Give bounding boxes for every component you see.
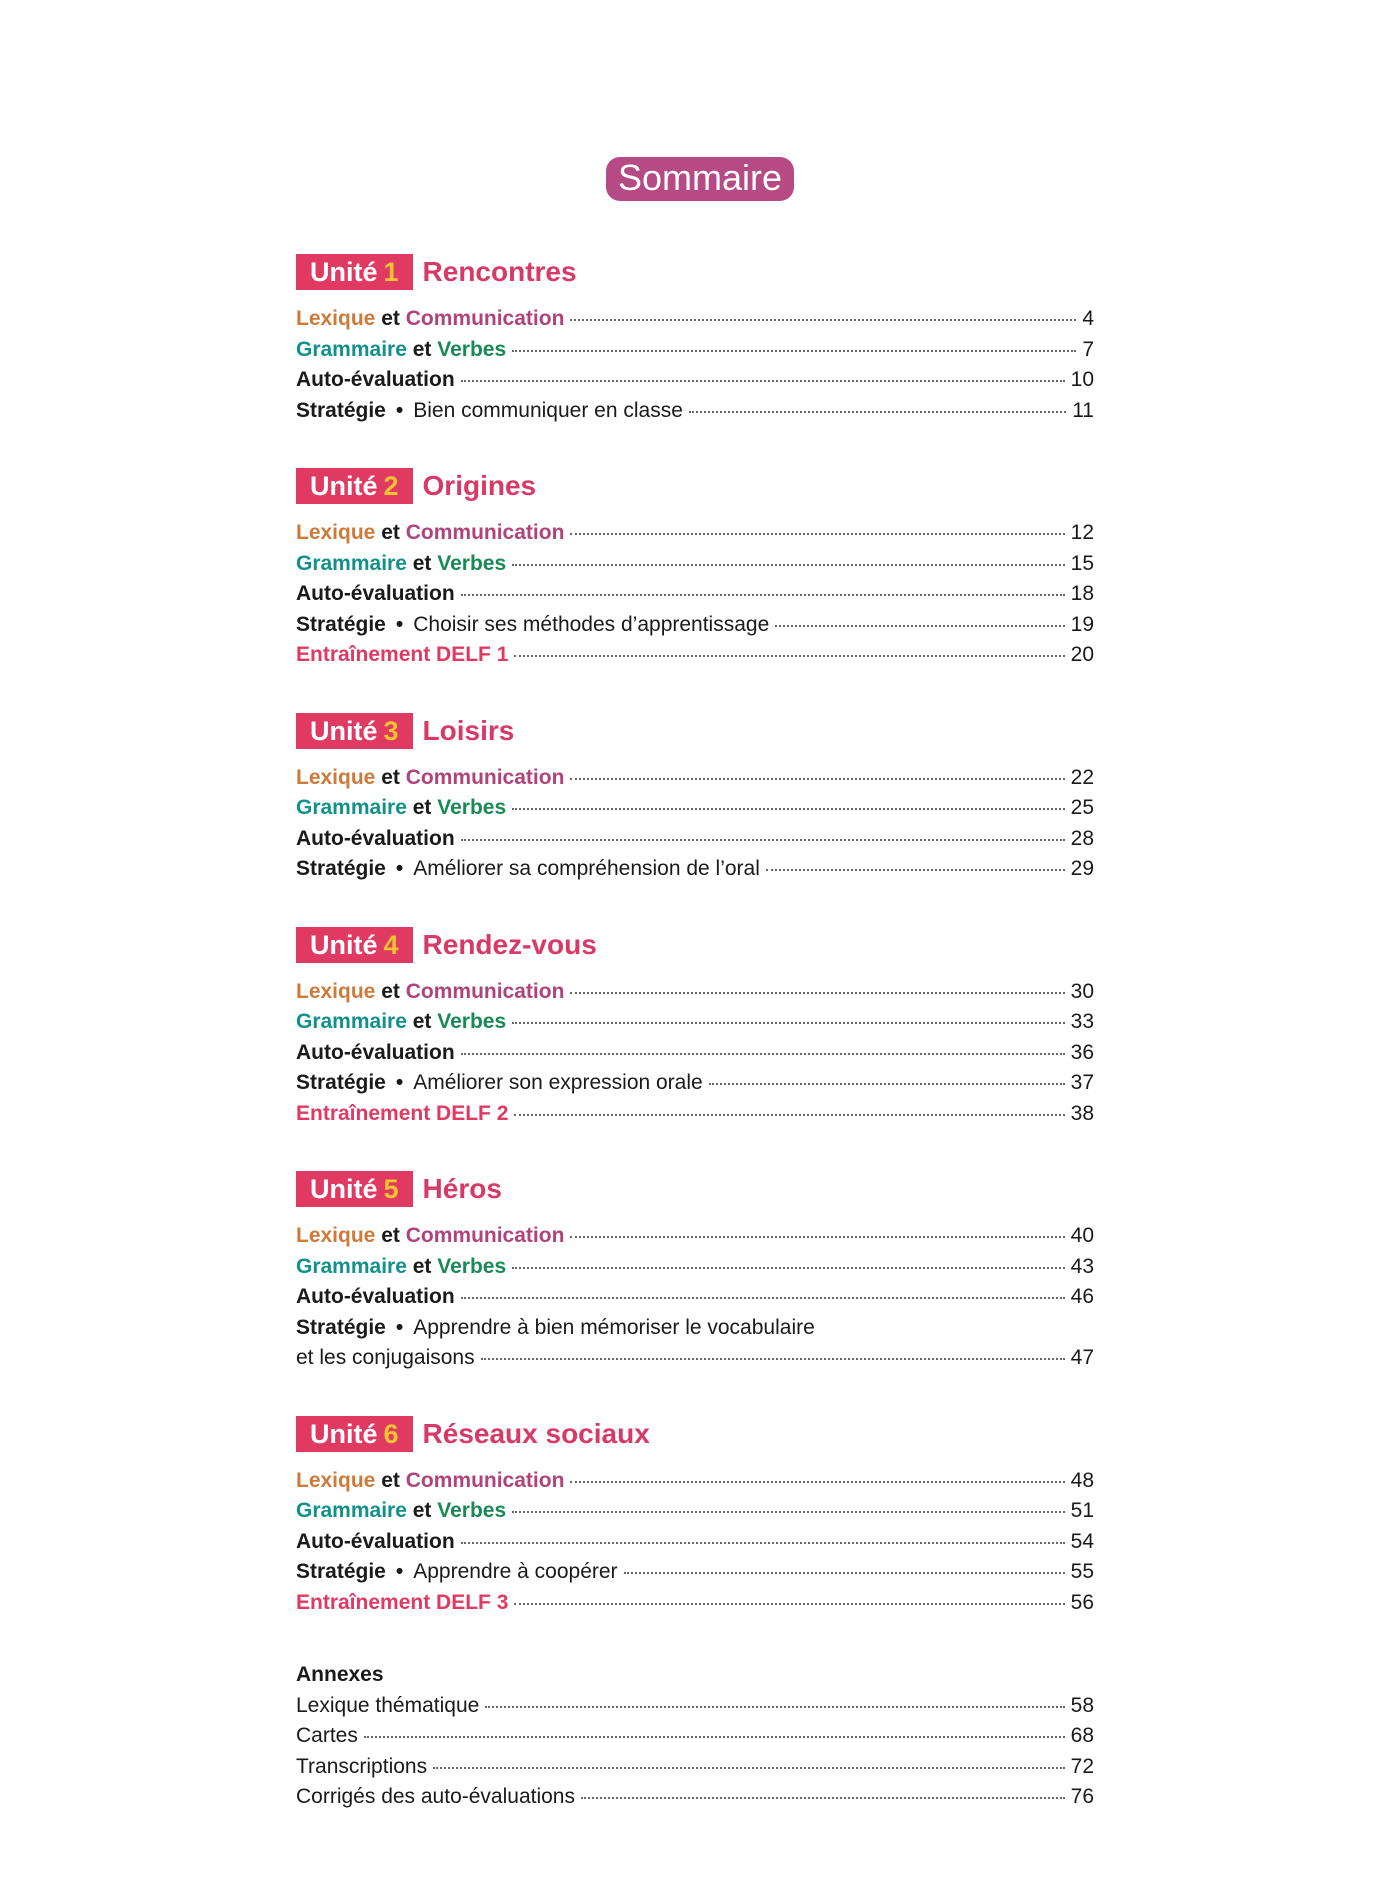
et-connector: et bbox=[412, 337, 432, 361]
toc-entry[interactable] bbox=[296, 396, 1094, 427]
entry-label bbox=[296, 1221, 564, 1252]
toc-entry[interactable] bbox=[296, 1038, 1094, 1069]
strategie-text: Bien communiquer en classe bbox=[413, 398, 683, 422]
strategie-label: Stratégie bbox=[296, 857, 386, 880]
unit-section bbox=[296, 1171, 1094, 1374]
unit-badge bbox=[296, 927, 413, 963]
table-of-contents bbox=[296, 254, 1094, 1813]
dot-leader bbox=[512, 808, 1064, 810]
communication-label: Communication bbox=[405, 1468, 565, 1492]
unit-badge bbox=[296, 1416, 413, 1452]
page-number: 4 bbox=[1082, 307, 1094, 330]
dot-leader bbox=[514, 1114, 1064, 1116]
dot-leader bbox=[461, 1542, 1065, 1544]
toc-entry[interactable] bbox=[296, 365, 1094, 396]
dot-leader bbox=[364, 1736, 1065, 1738]
unit-heading bbox=[296, 468, 1094, 504]
page-number: 46 bbox=[1070, 1285, 1094, 1308]
dot-leader bbox=[570, 992, 1064, 994]
toc-entry[interactable] bbox=[296, 1466, 1094, 1497]
verbes-label: Verbes bbox=[437, 796, 507, 819]
verbes-label: Verbes bbox=[437, 337, 507, 361]
bullet-separator: • bbox=[395, 1560, 404, 1583]
page-number: 76 bbox=[1070, 1785, 1094, 1808]
dot-leader bbox=[775, 625, 1064, 627]
page-number: 54 bbox=[1070, 1529, 1094, 1553]
unit-title: Héros bbox=[422, 1173, 502, 1204]
toc-entry[interactable] bbox=[296, 1782, 1094, 1813]
verbes-label: Verbes bbox=[437, 1010, 507, 1033]
unit-heading bbox=[296, 1416, 1094, 1452]
entry-label bbox=[296, 549, 506, 580]
et-connector: et bbox=[381, 765, 400, 789]
annexes-section bbox=[296, 1660, 1094, 1813]
dot-leader bbox=[709, 1083, 1065, 1085]
auto-evaluation-label: Auto-évaluation bbox=[296, 1529, 455, 1553]
dot-leader bbox=[481, 1358, 1065, 1360]
unit-title: Origines bbox=[422, 470, 537, 501]
et-connector: et bbox=[412, 1499, 432, 1522]
entry-label bbox=[296, 304, 564, 335]
entry-label: Corrigés des auto-évaluations bbox=[296, 1785, 575, 1808]
toc-entry[interactable] bbox=[296, 1099, 1094, 1130]
bullet-separator: • bbox=[395, 1071, 404, 1094]
lexique-label: Lexique bbox=[296, 979, 376, 1003]
entry-label: Cartes bbox=[296, 1724, 358, 1747]
entry-label bbox=[296, 396, 683, 427]
title-wrap bbox=[0, 157, 1400, 201]
unit-heading bbox=[296, 1171, 1094, 1207]
unit-section bbox=[296, 1416, 1094, 1619]
et-connector: et bbox=[412, 1010, 432, 1033]
entry-label bbox=[296, 365, 455, 396]
page-number: 33 bbox=[1070, 1010, 1094, 1033]
dot-leader bbox=[514, 655, 1064, 657]
toc-entry-line[interactable] bbox=[296, 1313, 1094, 1344]
communication-label: Communication bbox=[405, 765, 565, 789]
dot-leader bbox=[461, 380, 1065, 382]
unit-heading bbox=[296, 713, 1094, 749]
communication-label: Communication bbox=[405, 307, 565, 330]
strategie-text-continued: et les conjugaisons bbox=[296, 1346, 475, 1369]
strategie-text: Apprendre à bien mémoriser le vocabulaire bbox=[413, 1315, 815, 1339]
entry-label bbox=[296, 1252, 506, 1283]
strategie-text: Apprendre à coopérer bbox=[413, 1560, 618, 1583]
toc-entry[interactable] bbox=[296, 824, 1094, 855]
entry-label bbox=[296, 579, 455, 610]
strategie-text: Choisir ses méthodes d’apprentissage bbox=[413, 612, 770, 636]
page-number: 20 bbox=[1070, 643, 1094, 666]
toc-entry[interactable] bbox=[296, 1691, 1094, 1722]
unit-heading bbox=[296, 927, 1094, 963]
entry-label bbox=[296, 793, 506, 824]
dot-leader bbox=[624, 1572, 1065, 1574]
unit-label: Unité bbox=[310, 929, 378, 960]
toc-entry[interactable] bbox=[296, 304, 1094, 335]
page-number: 47 bbox=[1070, 1346, 1094, 1369]
auto-evaluation-label: Auto-évaluation bbox=[296, 368, 455, 391]
toc-entry[interactable] bbox=[296, 977, 1094, 1008]
unit-number: 3 bbox=[383, 715, 399, 746]
toc-entry[interactable] bbox=[296, 1527, 1094, 1558]
page-number: 68 bbox=[1070, 1724, 1094, 1747]
page-number: 18 bbox=[1070, 582, 1094, 605]
dot-leader bbox=[461, 594, 1065, 596]
unit-title: Rencontres bbox=[422, 256, 577, 287]
bullet-separator: • bbox=[395, 1315, 404, 1339]
dot-leader bbox=[512, 1511, 1064, 1513]
strategie-label: Stratégie bbox=[296, 612, 386, 636]
unit-heading bbox=[296, 254, 1094, 290]
et-connector: et bbox=[381, 1468, 400, 1492]
toc-entry[interactable] bbox=[296, 610, 1094, 641]
communication-label: Communication bbox=[405, 1224, 565, 1247]
et-connector: et bbox=[381, 521, 400, 544]
page-number: 7 bbox=[1082, 337, 1094, 361]
grammaire-label: Grammaire bbox=[296, 1010, 407, 1033]
page-number: 51 bbox=[1070, 1499, 1094, 1522]
bullet-separator: • bbox=[395, 398, 404, 422]
unit-number: 2 bbox=[383, 471, 399, 501]
page-number: 55 bbox=[1070, 1560, 1094, 1583]
entry-label bbox=[296, 640, 508, 671]
auto-evaluation-label: Auto-évaluation bbox=[296, 1040, 455, 1064]
annexes-title: Annexes bbox=[296, 1663, 384, 1686]
dot-leader bbox=[512, 1267, 1064, 1269]
page-number: 58 bbox=[1070, 1693, 1094, 1717]
page-number: 37 bbox=[1070, 1071, 1094, 1094]
dot-leader bbox=[570, 1481, 1064, 1483]
et-connector: et bbox=[381, 979, 400, 1003]
dot-leader bbox=[514, 1603, 1064, 1605]
entry-label bbox=[296, 977, 564, 1008]
grammaire-label: Grammaire bbox=[296, 796, 407, 819]
toc-entry[interactable] bbox=[296, 1557, 1094, 1588]
page-number: 11 bbox=[1072, 398, 1094, 422]
toc-entry[interactable] bbox=[296, 1282, 1094, 1313]
unit-section bbox=[296, 468, 1094, 671]
et-connector: et bbox=[412, 796, 432, 819]
unit-label: Unité bbox=[310, 257, 378, 287]
lexique-label: Lexique bbox=[296, 521, 376, 544]
delf-label: Entraînement DELF 3 bbox=[296, 1590, 509, 1614]
dot-leader bbox=[581, 1797, 1065, 1799]
delf-label: Entraînement DELF 1 bbox=[296, 643, 509, 666]
toc-entry[interactable] bbox=[296, 1588, 1094, 1619]
entry-label bbox=[296, 854, 760, 885]
entry-label bbox=[296, 824, 455, 855]
grammaire-label: Grammaire bbox=[296, 551, 407, 575]
strategie-label: Stratégie bbox=[296, 398, 386, 422]
auto-evaluation-label: Auto-évaluation bbox=[296, 582, 455, 605]
unit-section bbox=[296, 713, 1094, 885]
unit-badge bbox=[296, 1171, 413, 1207]
page-number: 29 bbox=[1070, 857, 1094, 880]
toc-entry[interactable] bbox=[296, 1752, 1094, 1783]
page-number: 15 bbox=[1070, 551, 1094, 575]
lexique-label: Lexique bbox=[296, 307, 376, 330]
toc-entry[interactable] bbox=[296, 1496, 1094, 1527]
auto-evaluation-label: Auto-évaluation bbox=[296, 826, 455, 850]
page-number: 38 bbox=[1070, 1101, 1094, 1125]
dot-leader bbox=[689, 411, 1066, 413]
bullet-separator: • bbox=[395, 612, 404, 636]
et-connector: et bbox=[381, 1224, 400, 1247]
page-number: 43 bbox=[1070, 1254, 1094, 1278]
communication-label: Communication bbox=[405, 979, 565, 1003]
entry-label: Lexique thématique bbox=[296, 1693, 480, 1717]
toc-entry[interactable] bbox=[296, 1221, 1094, 1252]
entry-label bbox=[296, 1343, 475, 1374]
entry-label bbox=[296, 610, 769, 641]
dot-leader bbox=[570, 533, 1064, 535]
dot-leader bbox=[570, 778, 1064, 780]
unit-title: Rendez-vous bbox=[422, 928, 597, 960]
strategie-text: Améliorer sa compréhension de l’oral bbox=[413, 857, 760, 880]
unit-section bbox=[296, 927, 1094, 1130]
entry-label bbox=[296, 1099, 508, 1130]
entry-label bbox=[296, 763, 564, 794]
page-number: 12 bbox=[1070, 521, 1094, 544]
page-number: 40 bbox=[1070, 1224, 1094, 1247]
page-number: 72 bbox=[1070, 1754, 1094, 1778]
dot-leader bbox=[461, 839, 1065, 841]
strategie-label: Stratégie bbox=[296, 1560, 386, 1583]
unit-title: Loisirs bbox=[422, 714, 515, 746]
entry-label: Transcriptions bbox=[296, 1754, 428, 1778]
page-number: 19 bbox=[1070, 612, 1094, 636]
unit-number: 4 bbox=[383, 929, 399, 960]
toc-entry[interactable] bbox=[296, 640, 1094, 671]
unit-badge bbox=[296, 254, 413, 290]
entry-label bbox=[296, 1068, 703, 1099]
unit-badge bbox=[296, 713, 413, 749]
verbes-label: Verbes bbox=[437, 551, 507, 575]
verbes-label: Verbes bbox=[437, 1254, 507, 1278]
et-connector: et bbox=[381, 307, 400, 330]
toc-entry[interactable] bbox=[296, 1252, 1094, 1283]
delf-label: Entraînement DELF 2 bbox=[296, 1101, 509, 1125]
toc-entry[interactable] bbox=[296, 1721, 1094, 1752]
unit-label: Unité bbox=[310, 1418, 378, 1449]
page-number: 22 bbox=[1070, 765, 1094, 789]
unit-title: Réseaux sociaux bbox=[422, 1417, 650, 1449]
toc-entry[interactable] bbox=[296, 579, 1094, 610]
unit-label: Unité bbox=[310, 1174, 378, 1204]
toc-entry[interactable] bbox=[296, 1068, 1094, 1099]
page-title: Sommaire bbox=[606, 157, 794, 201]
entry-label bbox=[296, 518, 564, 549]
toc-entry[interactable] bbox=[296, 854, 1094, 885]
entry-label bbox=[296, 1466, 564, 1497]
page-number: 10 bbox=[1070, 368, 1094, 391]
et-connector: et bbox=[412, 1254, 432, 1278]
auto-evaluation-label: Auto-évaluation bbox=[296, 1285, 455, 1308]
toc-entry[interactable] bbox=[296, 763, 1094, 794]
toc-entry[interactable] bbox=[296, 335, 1094, 366]
dot-leader bbox=[512, 350, 1076, 352]
unit-badge bbox=[296, 468, 413, 504]
unit-number: 5 bbox=[383, 1174, 399, 1204]
et-connector: et bbox=[412, 551, 432, 575]
unit-number: 6 bbox=[383, 1418, 399, 1449]
grammaire-label: Grammaire bbox=[296, 1499, 407, 1522]
communication-label: Communication bbox=[405, 521, 565, 544]
entry-label bbox=[296, 1588, 508, 1619]
dot-leader bbox=[461, 1053, 1065, 1055]
entry-label bbox=[296, 1527, 455, 1558]
page-number: 48 bbox=[1070, 1468, 1094, 1492]
verbes-label: Verbes bbox=[437, 1499, 507, 1522]
entry-label bbox=[296, 1038, 455, 1069]
strategie-label: Stratégie bbox=[296, 1315, 386, 1339]
unit-section bbox=[296, 254, 1094, 426]
dot-leader bbox=[512, 1022, 1064, 1024]
entry-label bbox=[296, 1007, 506, 1038]
dot-leader bbox=[570, 319, 1076, 321]
dot-leader bbox=[512, 564, 1064, 566]
page-number: 56 bbox=[1070, 1590, 1094, 1614]
page-number: 30 bbox=[1070, 979, 1094, 1003]
toc-entry[interactable] bbox=[296, 1007, 1094, 1038]
dot-leader bbox=[570, 1236, 1064, 1238]
page-number: 25 bbox=[1070, 796, 1094, 819]
dot-leader bbox=[485, 1706, 1064, 1708]
entry-label bbox=[296, 335, 506, 366]
dot-leader bbox=[766, 869, 1065, 871]
toc-entry[interactable] bbox=[296, 793, 1094, 824]
dot-leader bbox=[433, 1767, 1065, 1769]
toc-entry[interactable] bbox=[296, 549, 1094, 580]
grammaire-label: Grammaire bbox=[296, 337, 407, 361]
strategie-text: Améliorer son expression orale bbox=[413, 1071, 703, 1094]
page-number: 28 bbox=[1070, 826, 1094, 850]
lexique-label: Lexique bbox=[296, 1224, 376, 1247]
bullet-separator: • bbox=[395, 857, 404, 880]
entry-label bbox=[296, 1557, 618, 1588]
unit-label: Unité bbox=[310, 471, 378, 501]
unit-label: Unité bbox=[310, 715, 378, 746]
toc-entry[interactable] bbox=[296, 1343, 1094, 1374]
grammaire-label: Grammaire bbox=[296, 1254, 407, 1278]
dot-leader bbox=[461, 1297, 1065, 1299]
lexique-label: Lexique bbox=[296, 765, 376, 789]
toc-entry[interactable] bbox=[296, 518, 1094, 549]
lexique-label: Lexique bbox=[296, 1468, 376, 1492]
entry-label bbox=[296, 1496, 506, 1527]
strategie-label: Stratégie bbox=[296, 1071, 386, 1094]
unit-number: 1 bbox=[383, 257, 399, 287]
entry-label bbox=[296, 1282, 455, 1313]
page-number: 36 bbox=[1070, 1040, 1094, 1064]
